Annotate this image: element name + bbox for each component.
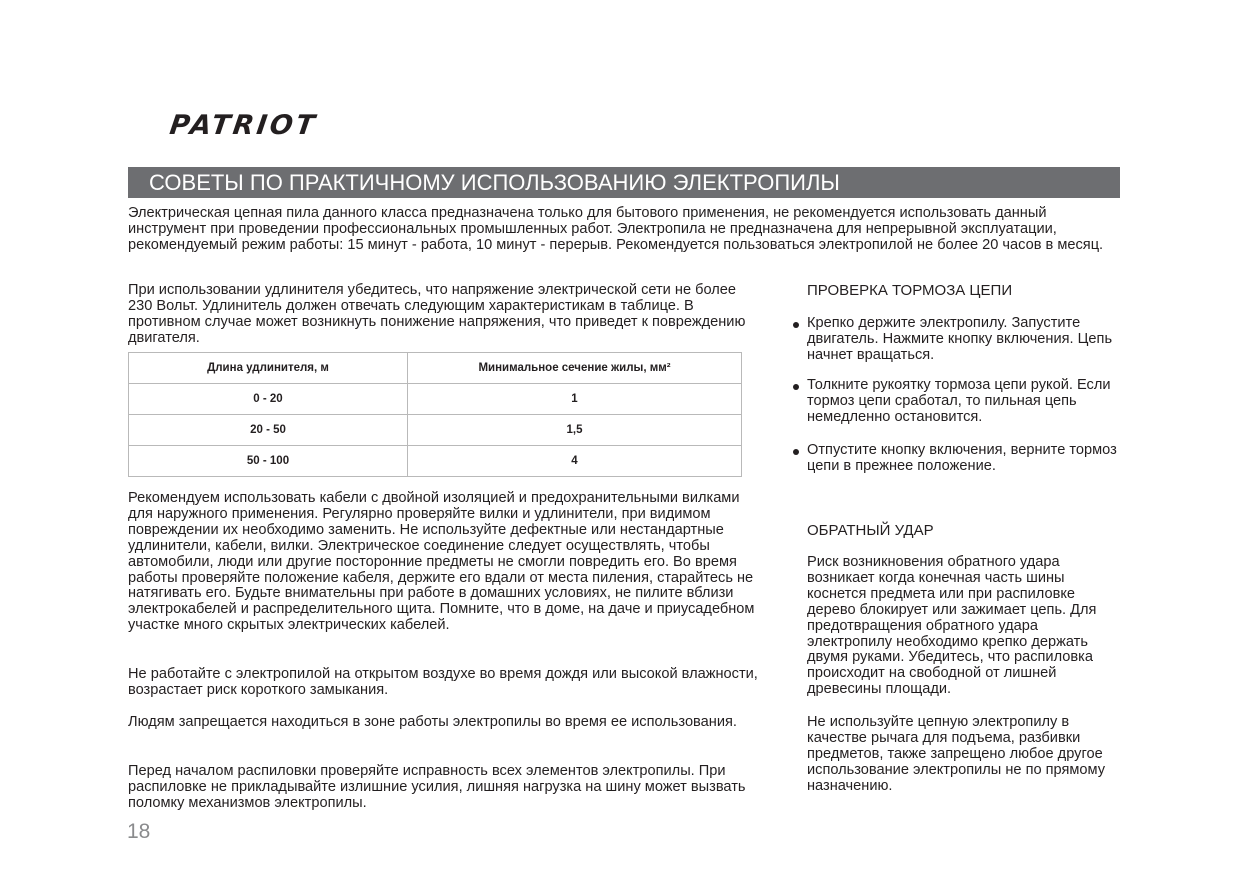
- inspection-paragraph: Перед началом распиловки проверяйте исправность всех элементов электропилы. При распиловке не прикладывайте излишние усилия, лишняя нагрузка на шину может вызвать поломку механизмов электропилы.: [128, 763, 746, 811]
- kickback-paragraph: Риск возникновения обратного удара возникает когда конечная часть шины коснется предмета или при распиловке дерево блокирует или зажимает цепь. Для предотвращения обратного удара электропилу необходимо крепко держать двумя руками. Убедитесь, что распиловка происходит на свободной от лишней древесины площади.: [807, 554, 1097, 698]
- table-cell-length: 0 - 20: [129, 384, 408, 415]
- bullet-icon: [793, 322, 799, 328]
- bullet-icon: [793, 449, 799, 455]
- chain-brake-heading: ПРОВЕРКА ТОРМОЗА ЦЕПИ: [807, 282, 1013, 299]
- list-item: [793, 316, 1123, 364]
- brake-step-text: Крепко держите электропилу. Запустите двигатель. Нажмите кнопку включения. Цепь начнет вращаться.: [807, 315, 1113, 363]
- bystander-warning-paragraph: Людям запрещается находиться в зоне работы электропилы во время ее использования.: [128, 714, 737, 730]
- table-header-row: [129, 353, 742, 384]
- list-item: [793, 378, 1123, 426]
- table-row: [129, 415, 742, 446]
- list-item: [793, 443, 1123, 475]
- table-cell-length: 20 - 50: [129, 415, 408, 446]
- table-row: [129, 384, 742, 415]
- intro-paragraph: Электрическая цепная пила данного класса предназначена только для бытового применения, не рекомендуется использовать данный инструмент при проведении профессиональных промышленных работ. Электропила не предназначена для непрерывной эксплуатации, рекомендуемый режим работы: 15 минут - работа, 10 минут - перерыв. Рекомендуется пользоваться электропилой не более 20 часов в месяц.: [128, 205, 1104, 253]
- table-header-section: Минимальное сечение жилы, мм²: [408, 353, 742, 384]
- extension-cord-table: [128, 352, 742, 477]
- bullet-icon: [793, 384, 799, 390]
- brake-step-text: Отпустите кнопку включения, верните тормоз цепи в прежнее положение.: [807, 442, 1117, 474]
- rain-warning-paragraph: Не работайте с электропилой на открытом воздухе во время дождя или высокой влажности, возрастает риск короткого замыкания.: [128, 666, 758, 698]
- table-header-length: Длина удлинителя, м: [129, 353, 408, 384]
- extension-cord-paragraph: При использовании удлинителя убедитесь, что напряжение электрической сети не более 230 Вольт. Удлинитель должен отвечать следующим характеристикам в таблице. В противном случае может возникнуть понижение напряжения, что приведет к повреждению двигателя.: [128, 282, 746, 346]
- misuse-warning-paragraph: Не используйте цепную электропилу в качестве рычага для подъема, разбивки предметов, также запрещено любое другое использование электропилы не по прямому назначению.: [807, 714, 1106, 794]
- kickback-heading: ОБРАТНЫЙ УДАР: [807, 522, 934, 539]
- brake-step-text: Толкните рукоятку тормоза цепи рукой. Если тормоз цепи сработал, то пильная цепь немедленно остановится.: [807, 377, 1111, 425]
- brake-step-list: [793, 316, 1123, 364]
- section-title-banner: СОВЕТЫ ПО ПРАКТИЧНОМУ ИСПОЛЬЗОВАНИЮ ЭЛЕКТРОПИЛЫ: [128, 167, 1120, 198]
- table-row: [129, 446, 742, 477]
- table-cell-length: 50 - 100: [129, 446, 408, 477]
- brake-step-list: [793, 378, 1123, 426]
- page-number: 18: [127, 820, 151, 843]
- patriot-logo: PATRIOT: [167, 110, 320, 141]
- table-cell-section: 1: [408, 384, 742, 415]
- table-cell-section: 1,5: [408, 415, 742, 446]
- cable-safety-paragraph: Рекомендуем использовать кабели с двойной изоляцией и предохранительными вилками для наружного применения. Регулярно проверяйте вилки и удлинители, при видимом повреждении их необходимо заменить. Не используйте дефектные или нестандартные удлинители, кабели, вилки. Электрическое соединение следует осуществлять, чтобы автомобили, люди или другие посторонние предметы не смогли повредить его. Во время работы проверяйте положение кабеля, держите его вдали от места пиления, старайтесь не натягивать его. Будьте внимательны при работе в домашних условиях, не пилите вблизи электрокабелей и распределительного щита. Помните, что в доме, на даче и приусадебном участке много скрытых электрических кабелей.: [128, 490, 755, 634]
- table-cell-section: 4: [408, 446, 742, 477]
- brake-step-list: [793, 443, 1123, 475]
